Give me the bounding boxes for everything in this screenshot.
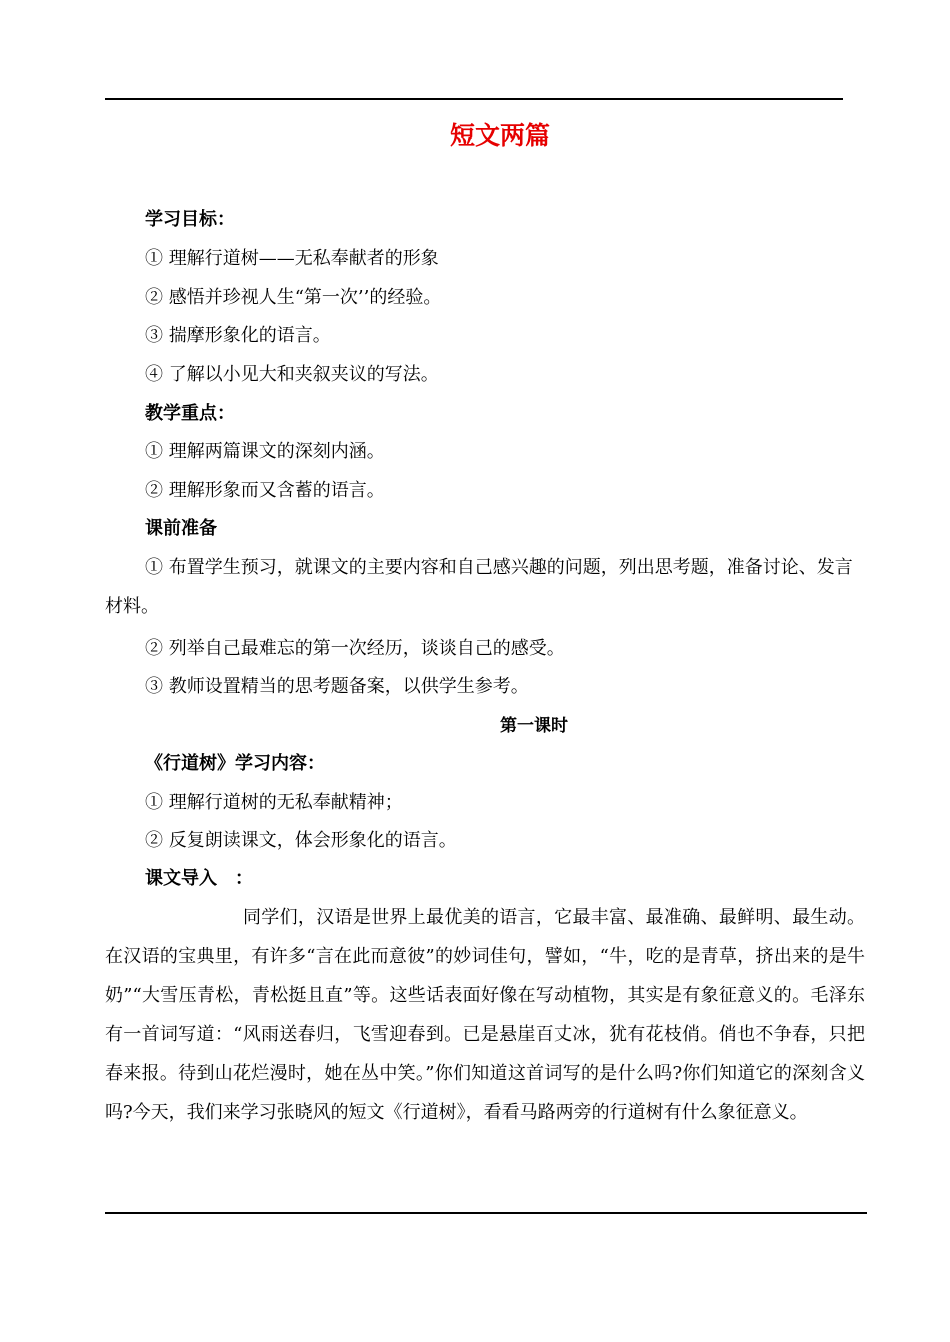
- intro-heading: 课文导入 ：: [145, 868, 253, 889]
- objective-item-1: ① 理解行道树——无私奉献者的形象: [145, 248, 439, 269]
- header-rule: [105, 98, 843, 100]
- document-title: 短文两篇: [449, 121, 550, 150]
- preparation-heading: 课前准备: [145, 518, 217, 539]
- objective-item-3: ③ 揣摩形象化的语言。: [145, 325, 331, 346]
- objective-item-4: ④ 了解以小见大和夹叙夹议的写法。: [145, 364, 439, 385]
- objectives-heading: 学习目标：: [145, 209, 235, 230]
- objective-item-2: ② 感悟并珍视人生“第一次’’的经验。: [145, 287, 442, 308]
- preparation-item-2: ② 列举自己最难忘的第一次经历，谈谈自己的感受。: [145, 638, 565, 659]
- preparation-item-3: ③ 教师设置精当的思考题备案，以供学生参考。: [145, 676, 529, 697]
- content-heading: 《行道树》学习内容：: [145, 753, 325, 774]
- key-point-item-2: ② 理解形象而又含蓄的语言。: [145, 480, 385, 501]
- footer-rule: [105, 1212, 867, 1214]
- content-item-1: ① 理解行道树的无私奉献精神；: [145, 792, 403, 813]
- preparation-item-1: ① 布置学生预习，就课文的主要内容和自己感兴趣的问题，列出思考题，准备讨论、发言材料。: [105, 557, 853, 617]
- key-point-item-1: ① 理解两篇课文的深刻内涵。: [145, 441, 385, 462]
- content-item-2: ② 反复朗读课文，体会形象化的语言。: [145, 830, 457, 851]
- intro-paragraph: 同学们，汉语是世界上最优美的语言，它最丰富、最准确、最鲜明、最生动。在汉语的宝典里，有许多“言在此而意彼”的妙词佳句，譬如，“牛，吃的是青草，挤出来的是牛奶”“大雪压青松，青松挺且直”等。这些话表面好像在写动植物，其实是有象征意义的。毛泽东有一首词写道：“风雨送春归，飞雪迎春到。已是悬崖百丈冰，犹有花枝俏。俏也不争春，只把春来报。待到山花烂漫时，她在丛中笑。”你们知道这首词写的是什么吗?你们知道它的深刻含义吗?今天，我们来学习张晓风的短文《行道树》，看看马路两旁的行道树有什么象征意义。: [105, 907, 865, 1123]
- key-points-heading: 教学重点：: [145, 403, 235, 424]
- lesson-one-heading: 第一课时: [500, 716, 568, 736]
